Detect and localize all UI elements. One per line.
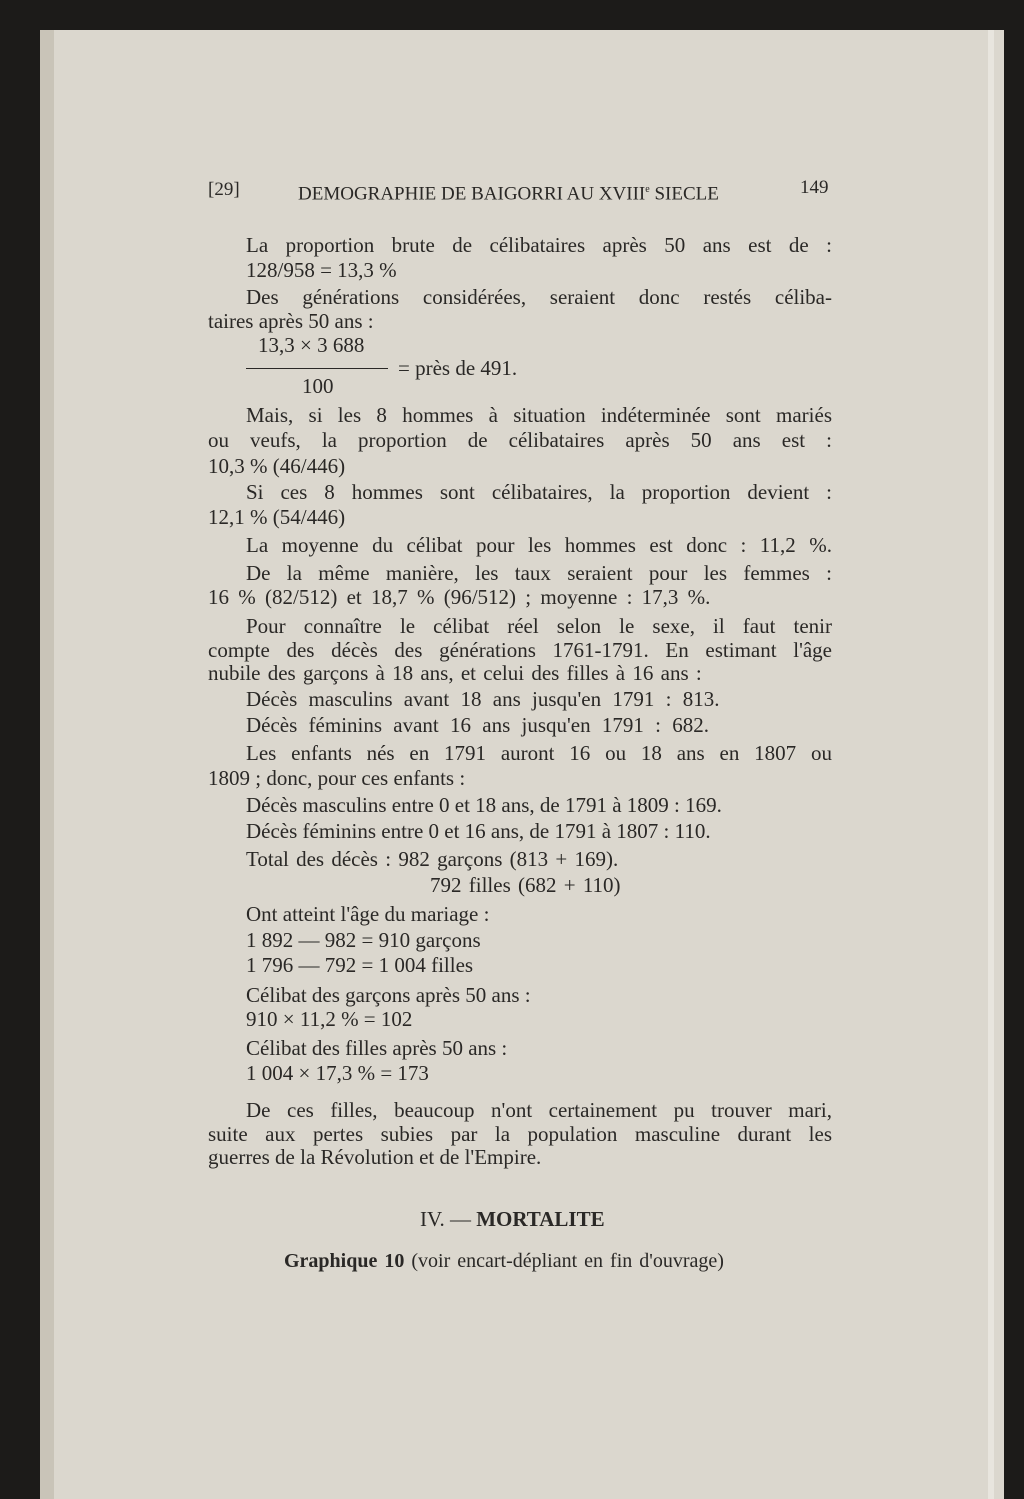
caption-text: (voir encart-dépliant en fin d'ouvrage) xyxy=(404,1250,724,1272)
text-line: Célibat des filles après 50 ans : xyxy=(246,1036,508,1060)
text-line: suite aux pertes subies par la population masculine durant les xyxy=(208,1122,832,1146)
text-line: taires après 50 ans : xyxy=(208,309,374,333)
header-section-number: [29] xyxy=(208,179,240,200)
text-line: Célibat des garçons après 50 ans : xyxy=(246,983,531,1007)
running-title-text: DEMOGRAPHIE DE BAIGORRI AU XVIII xyxy=(298,183,646,205)
caption-label: Graphique 10 xyxy=(284,1250,405,1272)
text-line: 1 892 — 982 = 910 garçons xyxy=(246,928,481,952)
section-prefix: IV. — xyxy=(420,1207,477,1231)
text-line: 10,3 % (46/446) xyxy=(208,454,346,478)
running-title xyxy=(298,178,719,206)
section-heading xyxy=(420,1207,605,1231)
text-line: De la même manière, les taux seraient pour les femmes : xyxy=(246,561,832,585)
text-line: Des générations considérées, seraient donc restés céliba- xyxy=(246,285,832,309)
running-title-sup: e xyxy=(645,184,650,195)
text-line: 910 × 11,2 % = 102 xyxy=(246,1007,413,1031)
text-line: La proportion brute de célibataires après 50 ans est de : xyxy=(246,233,832,257)
text-line: Décès féminins avant 16 ans jusqu'en 1791 : 682. xyxy=(246,713,709,737)
text-line: nubile des garçons à 18 ans, et celui des filles à 16 ans : xyxy=(208,661,702,685)
text-line: Pour connaître le célibat réel selon le sexe, il faut tenir xyxy=(246,614,832,638)
text-line: 1 796 — 792 = 1 004 filles xyxy=(246,953,474,977)
fraction-result: = près de 491. xyxy=(398,356,518,380)
text-line: 16 % (82/512) et 18,7 % (96/512) ; moyenne : 17,3 %. xyxy=(208,585,711,609)
text-line: ou veufs, la proportion de célibataires après 50 ans est : xyxy=(208,428,832,452)
section-title: MORTALITE xyxy=(476,1207,605,1231)
text-line: La moyenne du célibat pour les hommes est donc : 11,2 %. xyxy=(246,533,832,557)
fraction-numerator: 13,3 × 3 688 xyxy=(258,333,365,357)
figure-caption xyxy=(284,1249,724,1273)
text-line: compte des décès des générations 1761-1791. En estimant l'âge xyxy=(208,638,832,662)
text-line: De ces filles, beaucoup n'ont certainement pu trouver mari, xyxy=(246,1098,832,1122)
text-line: Décès masculins avant 18 ans jusqu'en 1791 : 813. xyxy=(246,687,720,711)
text-line: Mais, si les 8 hommes à situation indéterminée sont mariés xyxy=(246,403,832,427)
text-line: guerres de la Révolution et de l'Empire. xyxy=(208,1145,542,1169)
text-line: Total des décès : 982 garçons (813 + 169). xyxy=(246,847,619,871)
text-line: Décès masculins entre 0 et 18 ans, de 1791 à 1809 : 169. xyxy=(246,793,722,817)
running-title-end: SIECLE xyxy=(649,183,719,205)
fraction-denominator: 100 xyxy=(302,374,334,398)
text-line: 128/958 = 13,3 % xyxy=(246,258,397,282)
text-line: 792 filles (682 + 110) xyxy=(430,873,621,897)
page-edge xyxy=(988,30,994,1499)
text-line: 1 004 × 17,3 % = 173 xyxy=(246,1061,429,1085)
text-line: Décès féminins entre 0 et 16 ans, de 1791 à 1807 : 110. xyxy=(246,819,711,843)
text-line: 1809 ; donc, pour ces enfants : xyxy=(208,766,466,790)
text-line: 12,1 % (54/446) xyxy=(208,505,346,529)
page-number: 149 xyxy=(800,177,829,198)
text-line: Si ces 8 hommes sont célibataires, la proportion devient : xyxy=(246,480,832,504)
text-line: Ont atteint l'âge du mariage : xyxy=(246,902,490,926)
fraction-bar xyxy=(246,368,388,369)
text-line: Les enfants nés en 1791 auront 16 ou 18 ans en 1807 ou xyxy=(246,741,832,765)
